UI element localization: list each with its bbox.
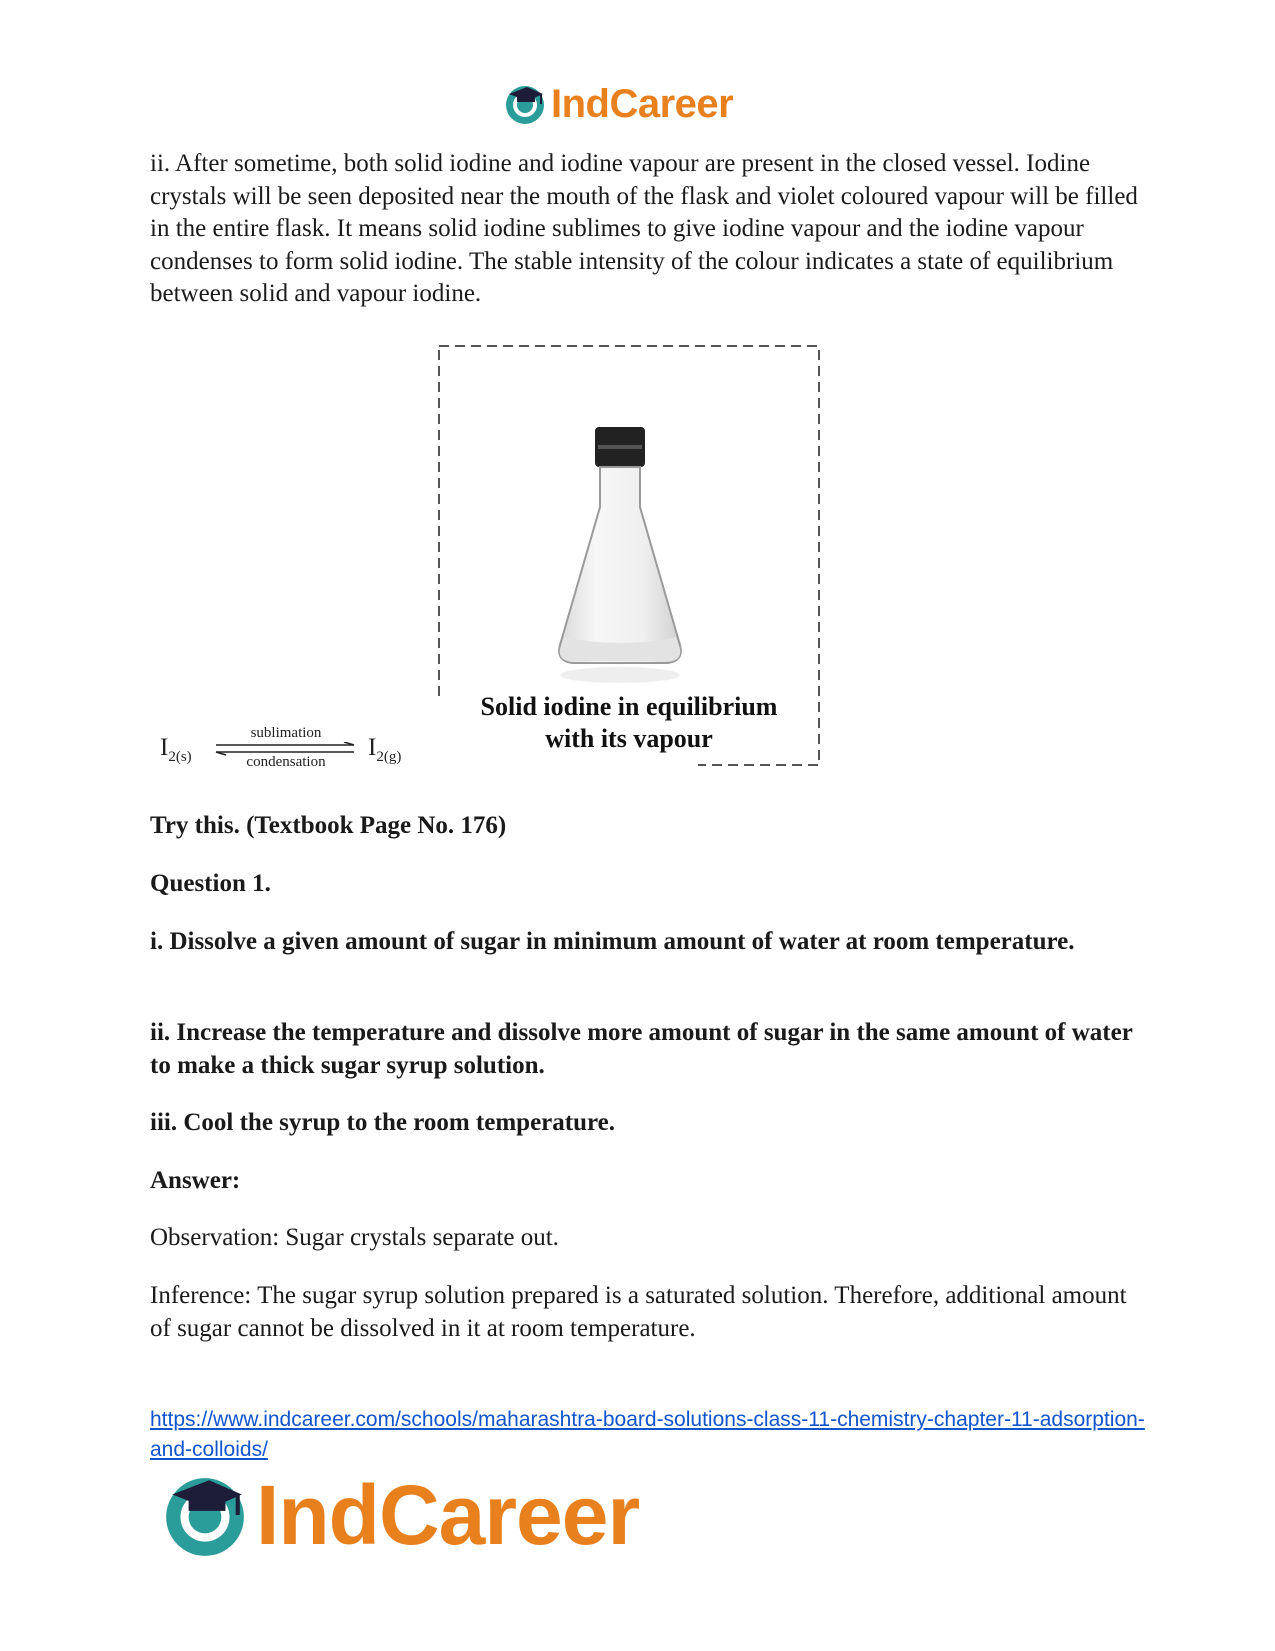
equation-reactant: $I_{2(s)}$ <box>160 734 192 765</box>
graduation-cap-logo-icon <box>503 82 547 126</box>
figure-caption-line2: with its vapour <box>545 724 713 753</box>
try-this-heading: Try this. (Textbook Page No. 176) <box>150 812 507 839</box>
answer-label: Answer: <box>150 1167 241 1194</box>
graduation-cap-logo-icon <box>160 1470 250 1560</box>
footer-logo <box>160 1465 639 1565</box>
answer-inference: Inference: The sugar syrup solution prepared is a saturated solution. Therefore, additional amount of sugar cannot be dissolved in it at room temperature. <box>150 1282 1127 1342</box>
question-label: Question 1. <box>150 870 271 897</box>
footer-logo-wordmark: IndCareer <box>256 1468 640 1562</box>
question-step-iii: iii. Cool the syrup to the room temperature. <box>150 1109 615 1136</box>
equation-reverse-label: condensation <box>246 754 326 770</box>
conical-flask-icon <box>559 427 681 683</box>
logo-wordmark: IndCareer <box>551 82 734 126</box>
figure-caption-line1: Solid iodine in equilibrium <box>480 692 778 721</box>
equation-product: $I_{2(g)}$ <box>368 734 402 765</box>
figure-caption <box>438 691 820 755</box>
flask-figure <box>438 345 820 766</box>
answer-observation: Observation: Sugar crystals separate out. <box>150 1224 559 1251</box>
paragraph-ii: ii. After sometime, both solid iodine and iodine vapour are present in the closed vessel. Iodine crystals will be seen deposited near the mouth of the flask and violet coloured vapour will be filled in the entire flask. It means solid iodine sublimes to give iodine vapour and the iodine vapour condenses to form solid iodine. The stable intensity of the colour indicates a state of equilibrium between solid and vapour iodine. <box>150 150 1138 308</box>
equation-forward-label: sublimation <box>250 725 322 741</box>
source-link[interactable]: https://www.indcareer.com/schools/maharashtra-board-solutions-class-11-chemistry-chapter-11-adsorption-and-colloids/ <box>150 1408 1145 1461</box>
equilibrium-equation <box>152 722 420 778</box>
question-step-ii: ii. Increase the temperature and dissolve more amount of sugar in the same amount of water to make a thick sugar syrup solution. <box>150 1019 1133 1079</box>
question-step-i: i. Dissolve a given amount of sugar in minimum amount of water at room temperature. <box>150 928 1075 955</box>
header-logo <box>503 80 733 128</box>
